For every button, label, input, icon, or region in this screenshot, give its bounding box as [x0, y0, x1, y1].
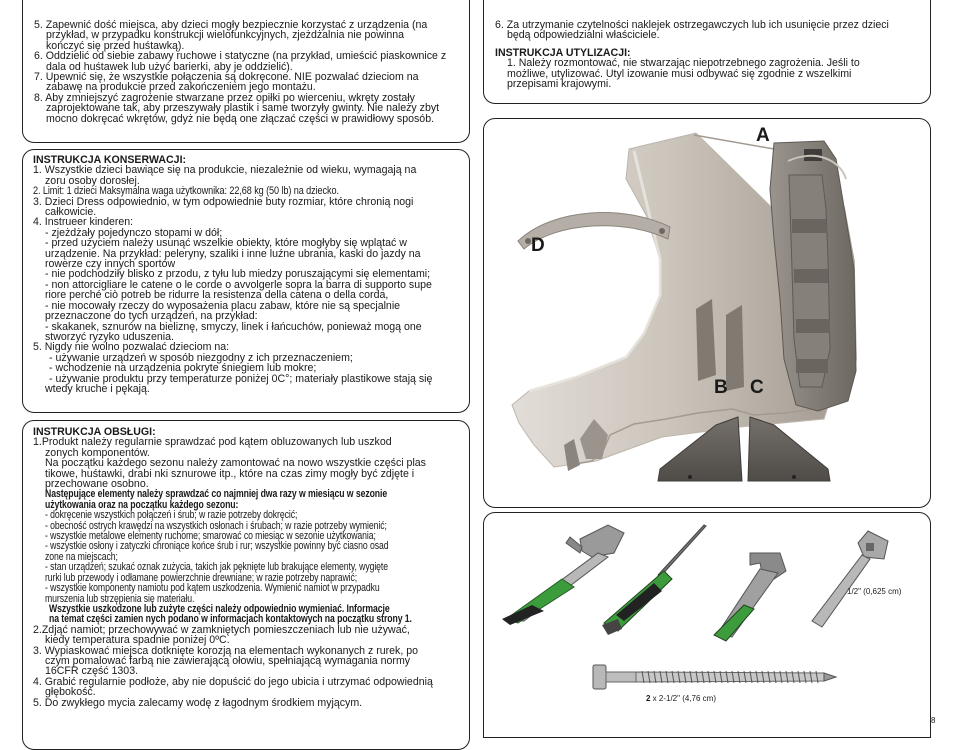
list-line: 8. Aby zmniejszyć zagrożenie stwarzane przez opiłki po wierceniu, wkręty zostały	[34, 91, 415, 104]
screw-icon	[593, 665, 836, 689]
list-line: czym pomalować farbą nie zawierającą ołowiu, spełniającą wymagania normy	[45, 654, 411, 667]
list-line: zone na miejscach;	[45, 550, 118, 563]
list-line: Wszystkie uszkodzone lub zużyte części należy odpowiednio wymieniać. Informacje	[49, 602, 390, 615]
list-line: 2.Zdjąć namiot; przechowywać w zamkniętych pomieszczeniach lub nie używać,	[33, 623, 410, 636]
parts-box	[483, 118, 931, 508]
list-line: - wszystkie komponenty namiotu pod kątem uszkodzenia. Wymienić namiot w przypadku	[45, 582, 380, 595]
block-part-c	[748, 417, 830, 481]
screw-dimension: x 2-1/2" (4,76 cm)	[650, 694, 716, 703]
continued-list	[34, 20, 446, 124]
hammer-icon	[502, 525, 624, 625]
list-line: riore perché ciò potreb be ridurre la resistenza della catena o della corda,	[45, 289, 389, 302]
part-label-d: D	[531, 235, 545, 256]
list-line: możliwe, utylizować. Utyl izowanie musi odbywać się zgodnie z wszelkimi	[507, 67, 852, 80]
list-line: użytkowania oraz na początku każdego sezonu:	[45, 498, 239, 511]
socket-wrench-icon	[812, 531, 888, 627]
list-line: 3. Wypiaskować miejsca dotknięte korozją na elementach wykonanych z rurek, po	[33, 644, 418, 657]
list-line: - przed użyciem należy usunąć wszelkie obiekty, które mogłyby się wplątać w	[45, 237, 407, 250]
operating-list	[33, 427, 492, 708]
list-line: zaprojektowane tak, aby przeszywały plastik i same tworzyły gwinty. Nie należy zbyt	[46, 102, 440, 115]
page-number: 8	[931, 716, 936, 725]
screw-size-label	[646, 694, 716, 703]
list-line: będą odpowiedzialni właściciele.	[507, 29, 660, 42]
list-line: Na początku każdego sezonu należy zamontować na nowo wszystkie części plas	[45, 457, 426, 470]
list-line: 4. Instrueer kinderen:	[33, 216, 134, 229]
list-line: - używanie produktu przy temperaturze poniżej 0C°; materiały plastikowe stają się	[49, 372, 433, 385]
list-line: głębokość.	[45, 686, 96, 699]
list-line: zabawę na produkcie przed zakończeniem jego montażu.	[46, 81, 316, 94]
list-line: przechowane osobno.	[45, 478, 149, 491]
list-line: tikowe, huśtawki, drabi nki sznurowe itp., które na czas zimy mogły być zdjęte i	[45, 467, 415, 480]
disposal-instructions-box	[483, 0, 931, 104]
list-line: kończyć się przed huśtawką).	[46, 39, 185, 52]
list-line: na temat części zamien nych podano w informacjach kontaktowych na początku strony 1.	[49, 613, 412, 626]
screw-quantity: 2	[646, 694, 651, 703]
operating-instructions-box	[22, 420, 470, 750]
slide-parts-illustration	[484, 119, 932, 509]
list-line: - dokręcenie wszystkich połączeń i śrub; w razie potrzeby dokręcić;	[45, 509, 298, 522]
list-line: - nie podchodziły blisko z przodu, z tyłu lub miedzy poruszającymi się elementami;	[45, 268, 431, 281]
adjustable-wrench-icon	[714, 553, 786, 641]
part-label-b: B	[714, 377, 728, 398]
section-heading: INSTRUKCJA OBSŁUGI:	[33, 426, 156, 438]
list-line: - nie mocowały rzeczy do wyposażenia placu zabaw, które nie są specjalnie	[45, 299, 401, 312]
disposal-list	[495, 20, 889, 89]
list-line: - stan urządzeń; szukać oznak zużycia, takich jak pęknięte lub brakujące elementy, wygięte	[45, 561, 389, 574]
list-line: - używanie urządzeń w sposób niezgodny z ich przeznaczeniem;	[49, 351, 353, 364]
list-line: 1. Należy rozmontować, nie stwarzając niepotrzebnego zagrożenia. Jeśli to	[507, 57, 860, 70]
list-line: zoru osoby dorosłej.	[45, 174, 140, 187]
list-line: urządzenie. Na przykład: peleryny, szaliki i inne luźne ubrania, kaski do jazdy na	[45, 247, 421, 260]
list-line: - skakanek, sznurów na bieliznę, smyczy, linek i łańcuchów, ponieważ mogą one	[45, 320, 422, 333]
tools-box	[483, 512, 931, 738]
list-line: 5. Zapewnić dość miejsca, aby dzieci mogły bezpiecznie korzystać z urządzenia (na	[34, 19, 428, 31]
list-line: - wszystkie osłony i zatyczki chroniące końce śrub i rur; wszystkie powinny być ciasno osad	[45, 540, 389, 553]
list-line: wtedy kruche i pękają.	[45, 382, 150, 395]
list-line: 1. Wszystkie dzieci bawiące się na produkcie, niezależnie od wieku, wymagają na	[33, 164, 417, 177]
list-line: zonych komponentów.	[45, 446, 150, 459]
list-line: - wchodzenie na urządzenia pokryte śniegiem lub mokre;	[49, 362, 317, 375]
list-line: kiedy temperatura spadnie poniżej 0ºC.	[45, 634, 230, 647]
list-line: - wszystkie metalowe elementy ruchome; smarować co miesiąc w sezonie użytkowania;	[45, 530, 376, 543]
maintenance-instructions-box	[22, 149, 470, 413]
list-line: przeznaczone do tych urządzeń, na przykład:	[45, 310, 258, 323]
list-line: mocno dokręcać wkrętów, gdyż nie będą one złączać części w prawidłowy sposób.	[46, 112, 435, 125]
list-line: murszenia lub strzępienia się materiału.	[45, 592, 195, 605]
list-line: stworzyć ryzyko uduszenia.	[45, 330, 174, 343]
part-label-a: A	[756, 125, 770, 146]
instructions-box-continued	[22, 0, 470, 143]
list-line: - zjeżdżały pojedynczo stopami w dół;	[45, 226, 223, 239]
list-line: 7. Upewnić się, że wszystkie połączenia są dokręcone. NIE pozwalać dzieciom na	[34, 71, 419, 84]
list-line: 5. Nigdy nie wolno pozwalać dzieciom na:	[33, 341, 230, 354]
list-line: - obecność ostrych krawędzi na wszystkich osłonach i śrubach; w razie potrzeby wymienić;	[45, 519, 387, 532]
slide-part-a	[512, 133, 856, 471]
list-line: 16CFR część 1303.	[45, 665, 139, 678]
socket-size-label: 1/2" (0,625 cm)	[847, 587, 902, 596]
list-line: 2. Limit: 1 dzieci Maksymalna waga użytkownika: 22,68 kg (50 lb) na dziecko.	[33, 185, 339, 198]
list-line: rowerze czy innych sportów	[45, 258, 176, 271]
list-line: 4. Grabić regularnie podłoże, aby nie dopuścić do jego ubicia i utrzymać odpowiednią	[33, 675, 433, 688]
list-line: przykład, w przypadku konstrukcji wielofunkcyjnych, zjeżdżalnia nie powinna	[46, 29, 405, 42]
list-line: Następujące elementy należy sprawdzać co najmniej dwa razy w miesiącu w sezonie	[45, 488, 388, 501]
list-line: całkowicie.	[45, 206, 97, 219]
list-line: 3. Dzieci Dress odpowiednio, w tym odpowiednie buty rozmiar, które chronią nogi	[33, 195, 414, 208]
list-line: rurki lub przewody i odłamane powierzchnie drewniane; w razie potrzeby naprawić;	[45, 571, 358, 584]
list-line: dala od huśtawek lub użyć barierki, aby je oddzielić).	[46, 60, 293, 73]
maintenance-list	[33, 155, 432, 394]
list-line: - non attorcigliare le catene o le corde o avvolgerle sopra la barra di supporto supe	[45, 278, 432, 291]
list-line: 6. Za utrzymanie czytelności naklejek ostrzegawczych lub ich usunięcie przez dzieci	[495, 19, 889, 31]
list-line: 6. Oddzielić od siebie zabawy ruchowe i statyczne (na przykład, umieścić piaskownice z	[34, 50, 447, 63]
list-line: 5. Do zwykłego mycia zalecamy wodę z łagodnym środkiem myjącym.	[33, 696, 363, 709]
part-label-c: C	[750, 377, 764, 398]
list-line: przepisami krajowymi.	[507, 78, 612, 91]
section-heading: INSTRUKCJA UTYLIZACJI:	[495, 46, 631, 59]
section-heading: INSTRUKCJA KONSERWACJI:	[33, 154, 187, 166]
list-line: 1.Produkt należy regularnie sprawdzać pod kątem obluzowanych lub uszkod	[33, 436, 392, 449]
tools-illustration	[484, 513, 932, 739]
